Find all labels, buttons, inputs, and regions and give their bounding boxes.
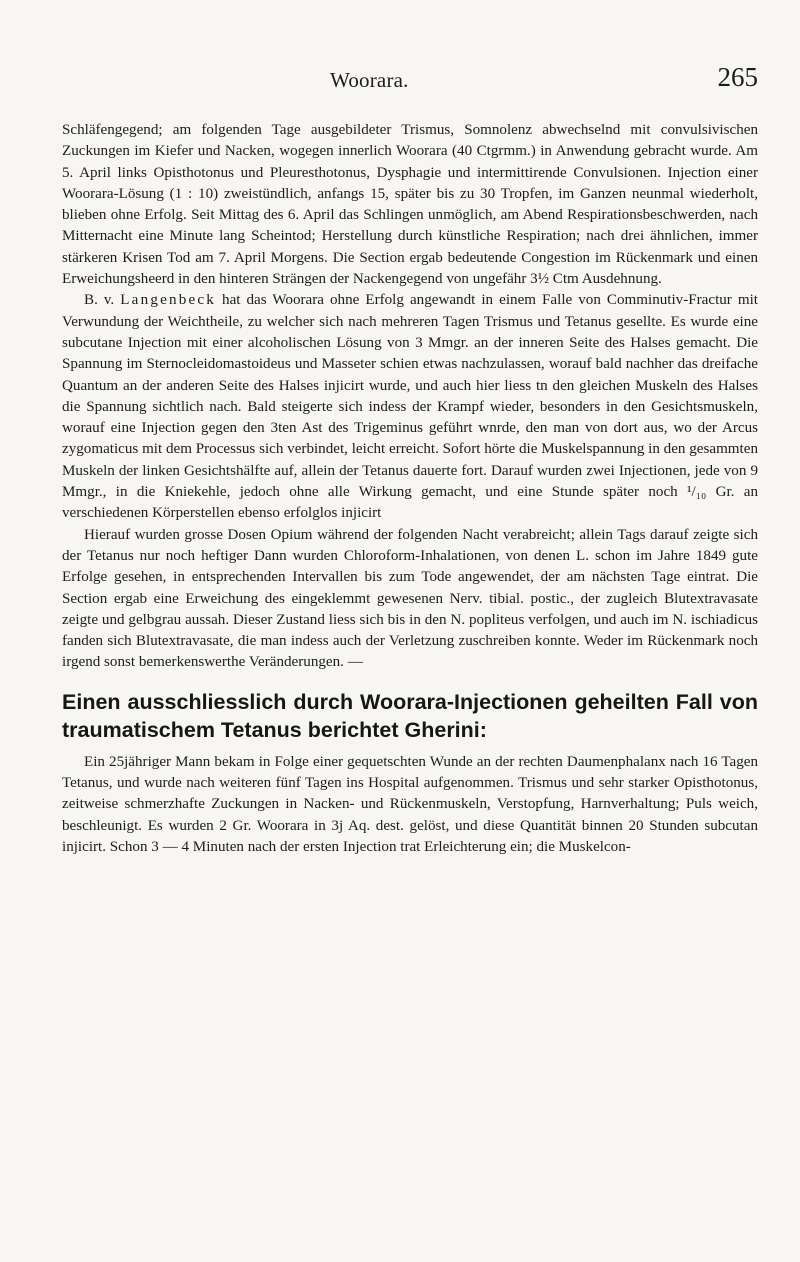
section-heading: Einen ausschliesslich durch Woorara-Injectionen geheilten Fall von traumatischem Tetanus berichtet Gherini: [62,689,758,742]
body-text [62,120,758,858]
page-number: 265 [717,62,758,92]
paragraph-case-b [62,290,758,524]
running-title: Woorara. [330,68,409,92]
case-b-prefix: B. v. [84,292,115,309]
running-head [60,62,760,98]
author-name: Langenbeck [120,292,217,309]
case-b-text: hat das Woorara ohne Erfolg angewandt in einem Falle von Comminutiv-Fractur mit Verwundung der Weichtheile, zu welcher sich nach mehreren Tagen Trismus und Tetanus gesellte. Es wurde eine subcutane Injection mit einer alcoholischen Lösung von 3 Mmgr. an der inneren Seite des Halses gemacht. Die Spannung im Sternocleidomastoideus und Masseter schien etwas nachzulassen, worauf bald nachher das dreifache Quantum an der anderen Seite des Halses injicirt wurde, und auch hier liess tn den gleichen Muskeln des Halses die Spannung sichtlich nach. Bald steigerte sich indess der Krampf wieder, besonders in den Gesichtsmuskeln, worauf eine Injection gegen den 3ten Ast des Trigeminus geführt wnrde, den man von dort aus, wo der Arcus zygomaticus mit dem Processus sich verbindet, leicht erreicht. Sofort hörte die Muskelspannung in den gesammten Muskeln der linken Gesichtshälfte auf, allein der Tetanus dauerte fort. Darauf wurden zwei Injectionen, jede von 9 Mmgr., in die Kniekehle, jedoch ohne alle Wirkung gemacht, und eine Stunde später noch ¹/₁₀ Gr. an verschiedenen Körperstellen ebenso erfolglos injicirt [62,292,758,522]
paragraph-gherini-case: Ein 25jähriger Mann bekam in Folge einer gequetschten Wunde an der rechten Daumenphalanx nach 16 Tagen Tetanus, und wurde nach weiteren fünf Tagen ins Hospital aufgenommen. Trismus und sehr starker Opisthotonus, zeitweise schmerzhafte Zuckungen in Nacken- und Rückenmuskeln, Verstopfung, Harnverhaltung; Puls weich, beschleunigt. Es wurden 2 Gr. Woorara in 3j Aq. dest. gelöst, und diese Quantität binnen 20 Stunden subcutan injicirt. Schon 3 — 4 Minuten nach der ersten Injection trat Erleichterung ein; die Muskelcon- [62,753,758,855]
paragraph-case-continuation: Schläfengegend; am folgenden Tage ausgebildeter Trismus, Somnolenz abwechselnd mit convulsivischen Zuckungen im Kiefer und Nacken, wogegen innerlich Woorara (40 Ctgrmm.) in Anwendung gebracht wurde. Am 5. April links Opisthotonus und Pleuresthotonus, Dysphagie und intermittirende Convulsionen. Injection einer Woorara-Lösung (1 : 10) zweistündlich, anfangs 15, später bis zu 30 Tropfen, im Ganzen neunmal wiederholt, blieben ohne Erfolg. Seit Mittag des 6. April das Schlingen unmöglich, am Abend Respirationsbeschwerden, nach Mitternacht eine Minute lang Scheintod; Herstellung durch künstliche Respiration; nach drei ähnlichen, immer stärkeren Krisen Tod am 7. April Morgens. Die Section ergab bedeutende Congestion im Rückenmark und einen Erweichungsheerd in den hinteren Strängen der Nackengegend von ungefähr 3½ Ctm Ausdehnung. [62,122,758,288]
paragraph-treatment: Hierauf wurden grosse Dosen Opium während der folgenden Nacht verabreicht; allein Tags darauf zeigte sich der Tetanus nur noch heftiger Dann wurden Chloroform-Inhalationen, von denen L. schon im Jahre 1849 gute Erfolge gesehen, in entsprechenden Intervallen bis zum Tode angewendet, der am nächsten Tage eintrat. Die Section ergab eine Erweichung des eingeklemmt gewesenen Nerv. tibial. postic., der zugleich Blutextravasate zeigte und gelbgrau aussah. Dieser Zustand liess sich bis in den N. popliteus verfolgen, und auch im N. ischiadicus fanden sich Blutextravasate, die man indess auch der Verletzung zuschreiben konnte. Weder im Rückenmark noch irgend sonst bemerkenswerthe Veränderungen. — [62,526,758,671]
